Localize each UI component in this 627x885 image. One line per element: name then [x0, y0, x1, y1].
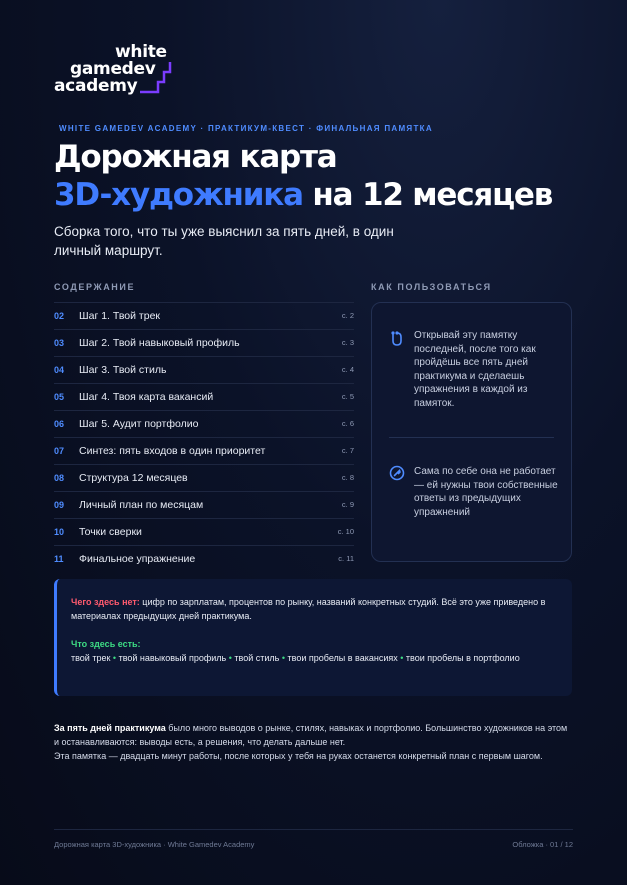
toc-label: Шаг 5. Аудит портфолио: [79, 418, 199, 430]
toc-page: с. 4: [341, 365, 354, 374]
toc-label: Точки сверки: [79, 526, 142, 538]
toc-heading: СОДЕРЖАНИЕ: [54, 282, 136, 292]
footer-doc-title: Дорожная карта 3D-художника · White Gamedev Academy: [54, 840, 255, 849]
wrench-icon: [389, 465, 405, 481]
footer-page-number: Обложка · 01 / 12: [512, 840, 573, 849]
intro-text-2: Эта памятка — двадцать минут работы, после которых у тебя на руках останется конкретный план с первым шагом.: [54, 751, 543, 762]
toc-row[interactable]: [54, 437, 354, 464]
here-item: твои пробелы в вакансиях: [287, 653, 398, 663]
toc-row[interactable]: [54, 410, 354, 437]
intro-paragraph: [54, 721, 574, 764]
logo-stairs-icon: [138, 58, 174, 94]
footer-divider: [54, 829, 573, 830]
subtitle: Сборка того, что ты уже выяснил за пять дней, в один личный маршрут.: [54, 224, 394, 258]
toc-row[interactable]: [54, 329, 354, 356]
table-of-contents: [54, 302, 354, 572]
howto-divider: [389, 437, 554, 438]
toc-num: 11: [54, 554, 64, 564]
toc-num: 03: [54, 338, 65, 348]
toc-label: Синтез: пять входов в один приоритет: [79, 445, 266, 457]
toc-page: с. 8: [341, 473, 354, 482]
here-item: твой трек: [71, 653, 111, 663]
title-line-1: Дорожная карта: [54, 139, 337, 175]
callout-box: [54, 579, 572, 696]
toc-num: 09: [54, 500, 65, 510]
logo-line-gamedev: gamedev: [70, 59, 156, 79]
toc-row[interactable]: [54, 302, 354, 329]
page-title: [54, 138, 552, 214]
toc-label: Личный план по месяцам: [79, 499, 204, 511]
toc-page: с. 9: [341, 500, 354, 509]
howto-heading: КАК ПОЛЬЗОВАТЬСЯ: [371, 282, 492, 292]
route-icon: [389, 331, 405, 347]
callout-here-lead: Что здесь есть:: [71, 639, 141, 649]
toc-num: 08: [54, 473, 65, 483]
bullet-dot: •: [112, 653, 117, 663]
toc-page: с. 3: [341, 338, 354, 347]
here-item: твои пробелы в портфолио: [405, 653, 520, 663]
howto-item-2: Сама по себе она не работает — ей нужны твои собственные ответы из предыдущих упражнений: [414, 466, 558, 518]
toc-page: с. 5: [341, 392, 354, 401]
toc-num: 05: [54, 392, 65, 402]
toc-num: 06: [54, 419, 65, 429]
title-line-2: [54, 176, 552, 214]
toc-label: Шаг 4. Твоя карта вакансий: [79, 391, 214, 403]
toc-page: с. 11: [338, 554, 354, 563]
how-to-use-card: [371, 302, 572, 562]
toc-row[interactable]: [54, 356, 354, 383]
toc-num: 02: [54, 311, 65, 321]
toc-page: с. 10: [337, 527, 354, 536]
intro-paragraph-1: [54, 721, 574, 749]
howto-item-1: Открывай эту памятку последней, после того как пройдёшь все пять дней практикума и сделаешь упражнения в каждой из памяток.: [414, 330, 536, 409]
here-item: твой стиль: [234, 653, 280, 663]
toc-label: Структура 12 месяцев: [79, 472, 188, 484]
toc-num: 07: [54, 446, 65, 456]
bullet-dot: •: [228, 653, 232, 663]
toc-page: с. 7: [341, 446, 354, 455]
kicker: WHITE GAMEDEV ACADEMY · ПРАКТИКУМ-КВЕСТ · ФИНАЛЬНАЯ ПАМЯТКА: [59, 124, 433, 133]
toc-label: Шаг 1. Твой трек: [79, 310, 161, 322]
toc-page: с. 6: [341, 419, 354, 428]
callout-not-here-text: цифр по зарплатам, процентов по рынку, названий конкретных студий. Всё это уже приведено в материалах предыдущих дней практикума.: [71, 597, 546, 621]
toc-row[interactable]: [54, 464, 354, 491]
callout-not-here: [71, 595, 561, 623]
logo: [54, 44, 174, 96]
callout-here-list: [71, 651, 561, 665]
callout-here: [71, 637, 561, 665]
toc-page: с. 2: [341, 311, 354, 320]
callout-not-here-lead: Чего здесь нет:: [71, 597, 140, 607]
toc-num: 10: [54, 527, 65, 537]
here-item: твой навыковый профиль: [118, 653, 227, 663]
bullet-dot: •: [400, 653, 404, 663]
logo-line-academy: academy: [54, 76, 138, 96]
toc-row[interactable]: [54, 491, 354, 518]
toc-row[interactable]: [54, 518, 354, 545]
logo-line-white: white: [115, 42, 167, 62]
bullet-dot: •: [281, 653, 286, 663]
toc-row[interactable]: [54, 545, 354, 572]
title-accent: 3D-художника: [54, 177, 303, 213]
toc-label: Шаг 3. Твой стиль: [79, 364, 167, 376]
toc-label: Финальное упражнение: [79, 553, 196, 565]
title-rest: на 12 месяцев: [302, 177, 553, 213]
toc-label: Шаг 2. Твой навыковый профиль: [79, 337, 240, 349]
toc-row[interactable]: [54, 383, 354, 410]
toc-num: 04: [54, 365, 65, 375]
intro-bold-lead: За пять дней практикума: [54, 723, 166, 733]
intro-text-1: было много выводов о рынке, стилях, навыках и портфолио. Большинство художников на этом и останавливаются: выводы есть, а решения, что делать дальше нет.: [54, 723, 568, 748]
